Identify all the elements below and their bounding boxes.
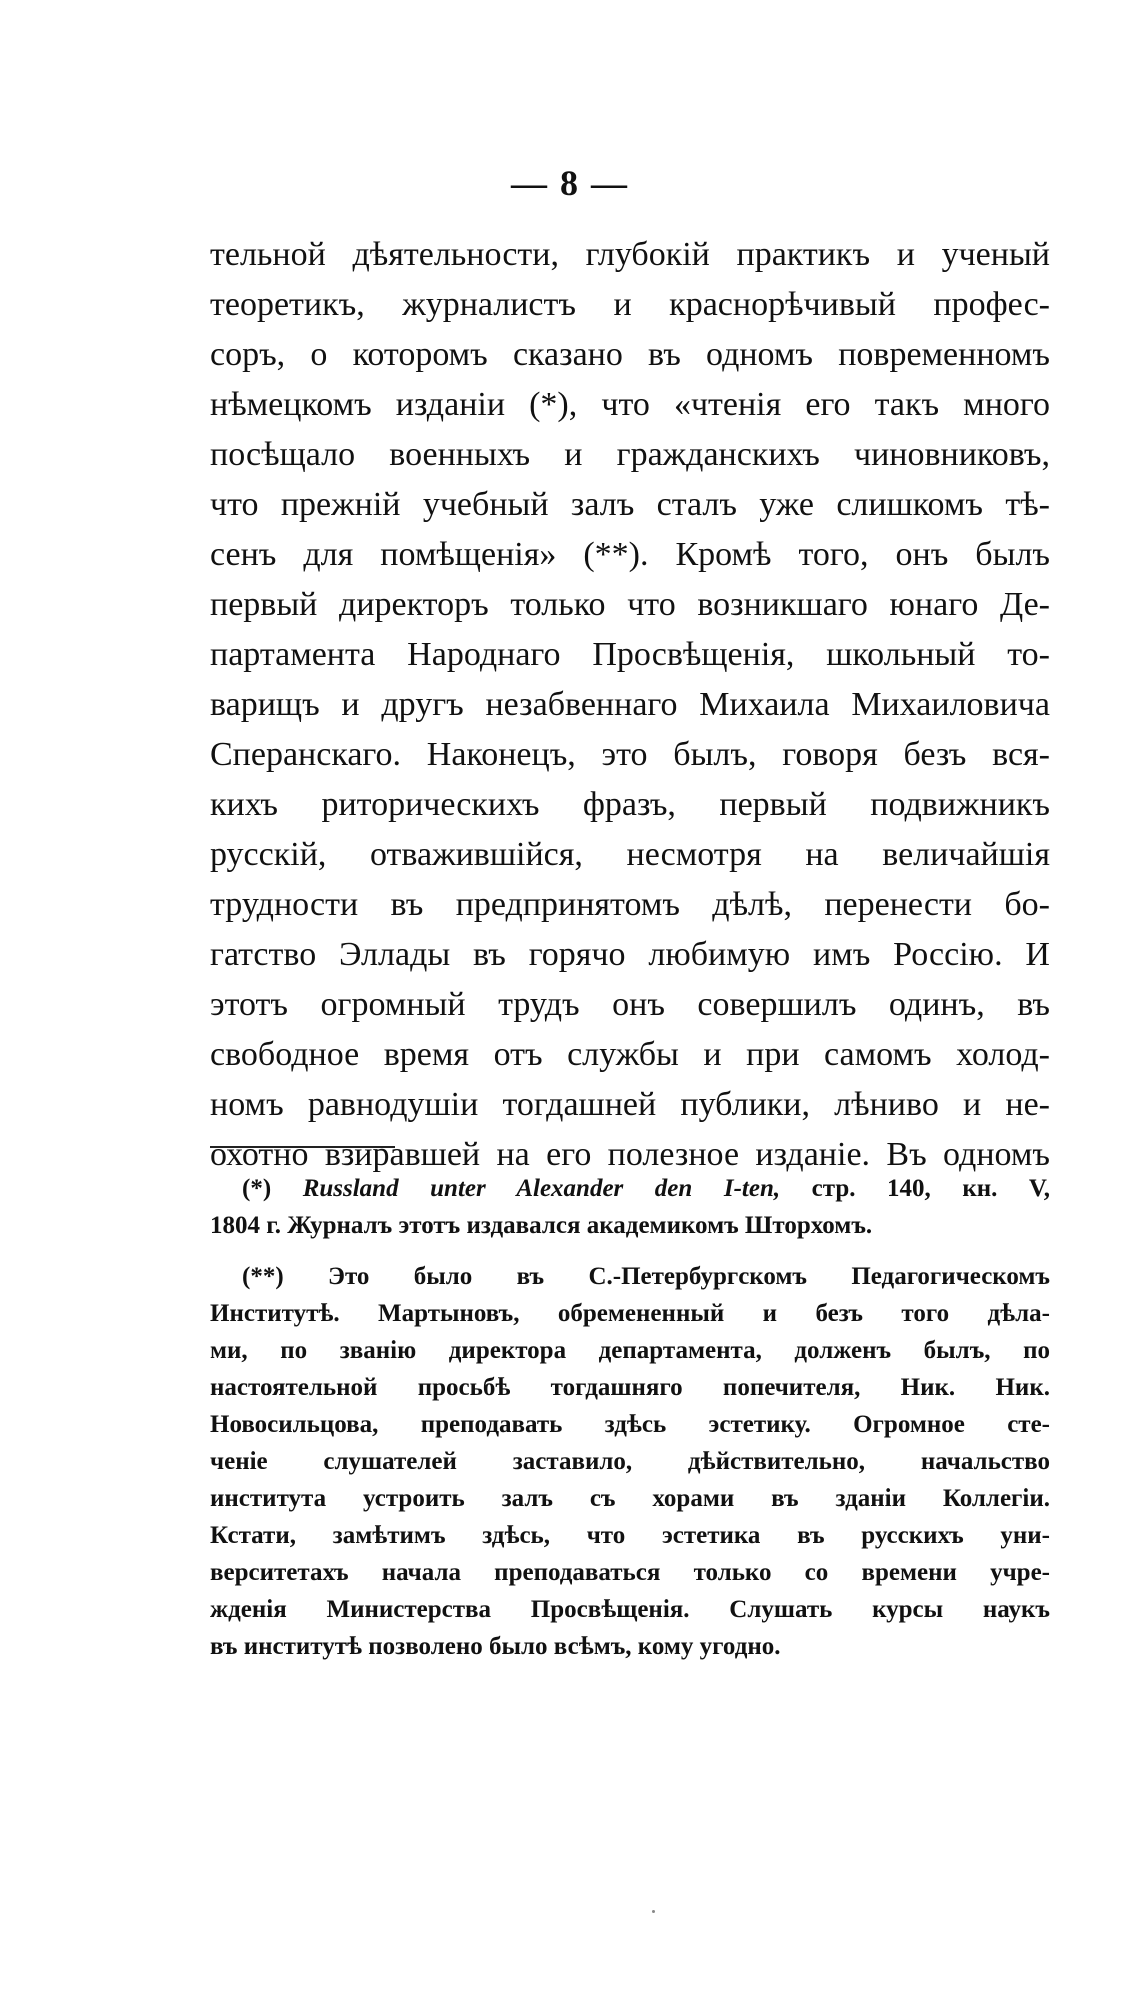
text-line: трудности въ предпринятомъ дѣлѣ, перенести бо-: [210, 886, 1050, 923]
footnote-1-title: Russland unter Alexander den I-ten,: [302, 1175, 781, 1202]
footnote-2-line: настоятельной просьбѣ тогдашняго попечителя, Ник. Ник.: [210, 1374, 1050, 1401]
footnotes: [210, 1170, 1050, 1665]
footnote-2-line: верситетахъ начала преподаваться только со времени учре-: [210, 1559, 1050, 1586]
text-line: тельной дѣятельности, глубокій практикъ и ученый: [210, 236, 1050, 273]
text-line: партамента Народнаго Просвѣщенія, школьный то-: [210, 636, 1050, 673]
footnote-2-line: Кстати, замѣтимъ здѣсь, что эстетика въ русскихъ уни-: [210, 1522, 1050, 1549]
footnote-2-line: въ институтѣ позволено было всѣмъ, кому угодно.: [210, 1633, 781, 1660]
text-line: варищъ и другъ незабвеннаго Михаила Михаиловича: [210, 686, 1050, 723]
text-line: Сперанскаго. Наконецъ, это былъ, говоря безъ вся-: [210, 736, 1050, 773]
footnote-gap: [210, 1244, 1050, 1258]
text-line: теоретикъ, журналистъ и краснорѣчивый профес-: [210, 286, 1050, 323]
footnote-2-line: ми, по званію директора департамента, долженъ былъ, по: [210, 1337, 1050, 1364]
text-line: первый директоръ только что возникшаго юнаго Де-: [210, 586, 1050, 623]
text-line: соръ, о которомъ сказано въ одномъ повременномъ: [210, 336, 1050, 373]
text-line: гатство Эллады въ горячо любимую имъ Россію. И: [210, 936, 1050, 973]
text-line: свободное время отъ службы и при самомъ холод-: [210, 1036, 1050, 1073]
footnote-2-line: Новосильцова, преподавать здѣсь эстетику. Огромное сте-: [210, 1411, 1050, 1438]
text-line: что прежній учебный залъ сталъ уже слишкомъ тѣ-: [210, 486, 1050, 523]
text-line: посѣщало военныхъ и гражданскихъ чиновниковъ,: [210, 436, 1050, 473]
text-line: кихъ риторическихъ фразъ, первый подвижникъ: [210, 786, 1050, 823]
main-text: [210, 230, 1050, 1180]
text-line: нѣмецкомъ изданіи (*), что «чтенія его такъ много: [210, 386, 1050, 423]
footnote-2-line: жденія Министерства Просвѣщенія. Слушать курсы наукъ: [210, 1596, 1050, 1623]
paper-speck: [652, 1910, 655, 1913]
footnote-1-line: 1804 г. Журналъ этотъ издавался академикомъ Шторхомъ.: [210, 1212, 873, 1239]
footnote-2-line: института устроить залъ съ хорами въ зданіи Коллегіи.: [210, 1485, 1050, 1512]
footnote-2-line: Институтѣ. Мартыновъ, обремененный и безъ того дѣла-: [210, 1300, 1050, 1327]
text-line: русскій, отважившійся, несмотря на величайшія: [210, 836, 1050, 873]
footnote-1-line: [210, 1170, 1050, 1207]
text-line: охотно взиравшей на его полезное изданіе. Въ одномъ: [210, 1136, 1050, 1173]
footnote-2-line: ченіе слушателей заставило, дѣйствительно, начальство: [210, 1448, 1050, 1475]
page-number: — 8 —: [511, 163, 629, 203]
footnote-1-reference: стр. 140, кн. V,: [811, 1175, 1051, 1202]
text-line: этотъ огромный трудъ онъ совершилъ одинъ, въ: [210, 986, 1050, 1023]
footnote-2-line: (**) Это было въ С.-Петербургскомъ Педагогическомъ: [242, 1263, 1050, 1290]
text-line: номъ равнодушіи тогдашней публики, лѣниво и не-: [210, 1086, 1050, 1123]
footnote-divider: [210, 1146, 395, 1148]
text-line: сенъ для помѣщенія» (**). Кромѣ того, онъ былъ: [210, 536, 1050, 573]
footnote-1-mark: (*): [242, 1175, 272, 1202]
